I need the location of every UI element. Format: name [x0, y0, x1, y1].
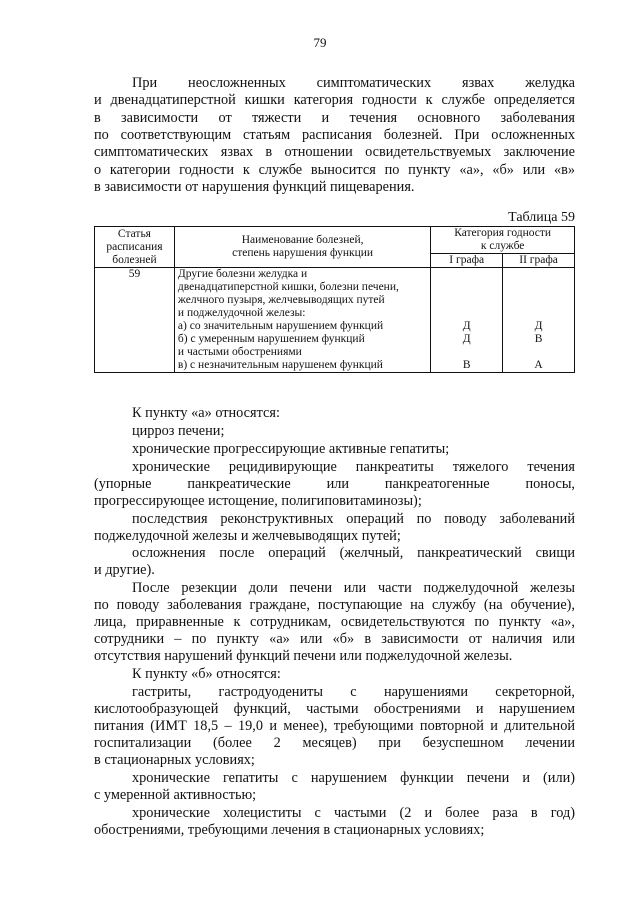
cell-line: желчного пузыря, желчевыводящих путей [177, 294, 385, 306]
header-text: Наименование болезней, [241, 234, 364, 246]
text-line: симптоматических язвах в отношении освидетельствуемых заключение [94, 144, 575, 160]
disease-table [94, 226, 575, 373]
table-caption: Таблица 59 [508, 210, 575, 225]
text-line: прогрессирующее истощение, полигиповитаминозы); [94, 493, 422, 509]
text-line: хронические гепатиты с нарушением функции печени и (или) [132, 770, 575, 786]
text-line: в зависимости от нарушения функций пищеварения. [94, 179, 415, 195]
header-text: болезней [112, 253, 157, 266]
text-line: хронические холециститы с частыми (2 и более раза в год) [132, 805, 575, 821]
text-line: последствия реконструктивных операций по поводу заболеваний [132, 511, 575, 527]
cell-value: В [534, 333, 543, 345]
header-text: Статья [117, 227, 151, 240]
text-line: обострениями, требующими лечения в стационарных условиях; [94, 822, 485, 838]
cell-name [174, 268, 430, 373]
text-line: по соответствующим статьям расписания болезней. При осложненных [94, 127, 575, 143]
cell-line: двенадцатиперстной кишки, болезни печени, [177, 281, 399, 293]
text-line: лица, приравненные к сотрудникам, освидетельствуются по пункту «а», [94, 614, 575, 630]
text-line: К пункту «б» относятся: [132, 666, 281, 682]
text-line: в стационарных условиях; [94, 752, 255, 768]
text-line: хронические прогрессирующие активные гепатиты; [132, 441, 450, 457]
header-category [431, 227, 575, 254]
header-article [95, 227, 175, 268]
text-line: поджелудочной железы и желчевыводящих путей; [94, 528, 401, 544]
cell-line: и поджелудочной железы: [177, 307, 306, 319]
cell-col2 [503, 268, 575, 373]
header-text: Категория годности [454, 227, 552, 239]
text-line: После резекции доли печени или части поджелудочной железы [132, 580, 575, 596]
cell-value: В [462, 359, 471, 371]
text-line: хронические рецидивирующие панкреатиты тяжелого течения [132, 459, 575, 475]
text-line: сотрудники – по пункту «а» или «б» в зависимости от наличия или [94, 631, 575, 647]
cell-line: Другие болезни желудка и [177, 268, 308, 280]
text-line: кислотообразующей функций, частыми обострениями и нарушением [94, 701, 575, 717]
text-line: К пункту «а» относятся: [132, 405, 280, 421]
cell-value: А [534, 359, 543, 371]
header-name [174, 227, 430, 268]
text-line: в зависимости от тяжести и течения основного заболевания [94, 110, 575, 126]
text-line: цирроз печени; [132, 423, 225, 439]
text-line: При неосложненных симптоматических язвах желудка [132, 75, 575, 91]
cell-line: а) со значительным нарушением функций [177, 320, 384, 332]
text-line: по поводу заболевания граждане, поступающие на службу (на обучение), [94, 597, 575, 613]
cell-col1 [431, 268, 503, 373]
cell-line: и частыми обострениями [177, 346, 302, 358]
text-line: о категории годности к службе выносится по пункту «а», «б» или «в» [94, 162, 575, 178]
text-line: осложнения после операций (желчный, панкреатический свищи [132, 545, 575, 561]
header-text: расписания [106, 240, 163, 253]
header-col1: I графа [431, 254, 503, 268]
cell-line: в) с незначительным нарушенем функций [177, 359, 383, 371]
text-line: отсутствия нарушений функций печени или поджелудочной железы. [94, 648, 513, 664]
text-line: и двенадцатиперстной кишки категория годности к службе определяется [94, 92, 575, 108]
cell-line: б) с умеренным нарушением функций [177, 333, 365, 345]
text-line: питания (ИМТ 18,5 – 19,0 и менее), требующими повторной и длительной [94, 718, 575, 734]
page-number: 79 [313, 35, 327, 50]
text-line: гастриты, гастродуодениты с нарушениями секреторной, [132, 684, 575, 700]
header-text: степень нарушения функции [232, 247, 374, 259]
text-line: с умеренной активностью; [94, 787, 257, 803]
header-col2: II графа [503, 254, 575, 268]
cell-value: Д [462, 333, 471, 345]
cell-value: Д [462, 320, 471, 332]
cell-article: 59 [95, 268, 175, 373]
cell-value: Д [534, 320, 543, 332]
text-line: (упорные панкреатические или панкреатогенные поносы, [94, 476, 575, 492]
table-row [95, 268, 575, 373]
text-line: и другие). [94, 562, 155, 578]
text-line: госпитализации (более 2 месяцев) при безуспешном лечении [94, 735, 575, 751]
header-text: к службе [480, 240, 525, 252]
